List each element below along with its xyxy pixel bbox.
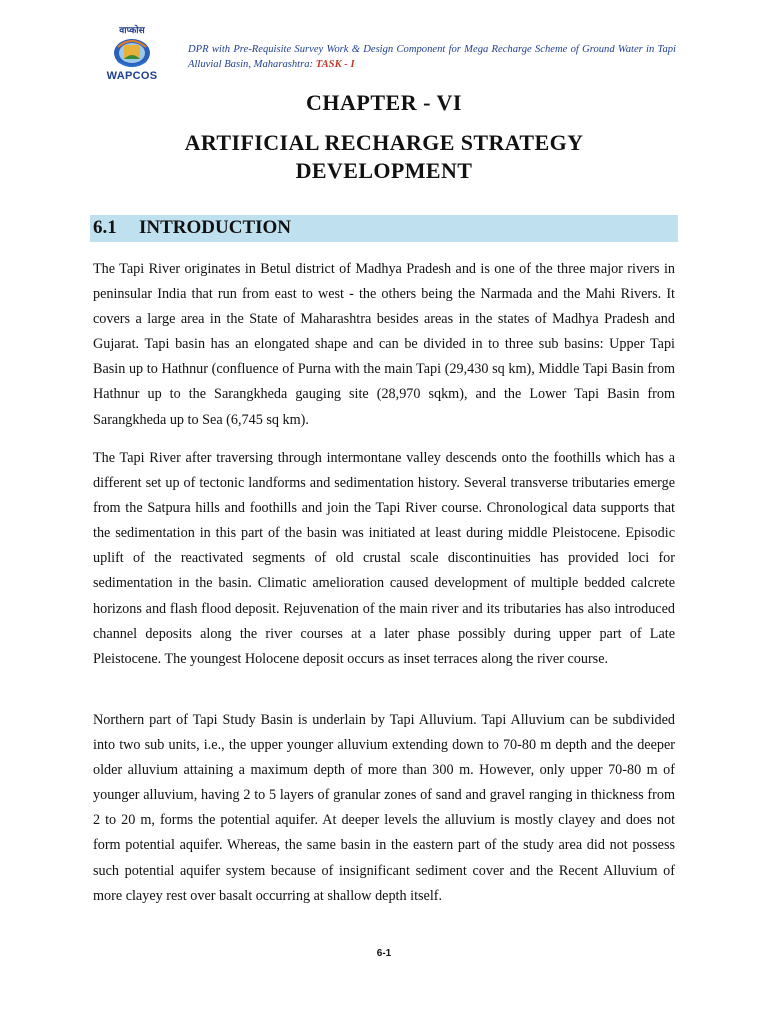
- header-description: DPR with Pre-Requisite Survey Work & Design Component for Mega Recharge Scheme of Ground Water in Tapi Alluvial Basin, Maharashtra:: [188, 44, 676, 70]
- paragraph-2: The Tapi River after traversing through intermontane valley descends onto the foothills which has a different set up of tectonic landforms and sedimentation history. Several transverse tributaries emerge from the Satpura hills and foothills and join the Tapi River course. Chronological data supports that the sedimentation in this part of the basin was initiated at least during middle Pleistocene. Episodic uplift of the reactivated segments of old crustal scale discontinuities has provided loci for sedimentation in the basin. Climatic amelioration caused development of multiple bedded calcrete horizons and flash flood deposit. Rejuvenation of the main river and its tributaries has also introduced channel deposits along the river courses at a later phase possibly during upper part of Late Pleistocene. The youngest Holocene deposit occurs as inset terraces along the river course.: [93, 450, 675, 667]
- section-title: INTRODUCTION: [139, 217, 292, 238]
- logo-hindi-text: वाप्कोस: [119, 26, 145, 36]
- paragraph-1: The Tapi River originates in Betul district of Madhya Pradesh and is one of the three major rivers in peninsular India that run from east to west - the others being the Narmada and the Mahi Rivers. It covers a large area in the State of Maharashtra besides areas in the states of Madhya Pradesh and Gujarat. Tapi basin has an elongated shape and can be divided in to three sub basins: Upper Tapi Basin up to Hathnur (confluence of Purna with the main Tapi (29,430 sq km), Middle Tapi Basin from Hathnur up to the Sarangkheda gauging site (28,970 sqkm), and the Lower Tapi Basin from Sarangkheda up to Sea (6,745 sq km).: [93, 261, 675, 428]
- paragraph-3: Northern part of Tapi Study Basin is underlain by Tapi Alluvium. Tapi Alluvium can be subdivided into two sub units, i.e., the upper younger alluvium extending down to 70-80 m depth and the deeper older alluvium attaining a maximum depth of more than 300 m. However, only upper 70-80 m of younger alluvium, having 2 to 5 layers of granular zones of sand and gravel ranging in thickness from 2 to 20 m, forms the potential aquifer. At deeper levels the alluvium is mostly clayey and does not form potential aquifer. Whereas, the same basin in the eastern part of the study area did not possess such potential aquifer system because of insignificant sediment cover and the Recent Alluvium of more clayey rest over basalt occurring at shallow depth itself.: [93, 712, 675, 904]
- document-header: [188, 42, 676, 72]
- chapter-title: ARTIFICIAL RECHARGE STRATEGY DEVELOPMENT: [184, 130, 584, 183]
- chapter-heading: CHAPTER - VI: [306, 90, 462, 115]
- section-heading: [90, 215, 678, 242]
- section-number: 6.1: [93, 217, 117, 238]
- wapcos-logo: [100, 26, 164, 92]
- header-task: TASK - I: [315, 59, 355, 70]
- page-number: 6-1: [376, 948, 392, 959]
- logo-wordmark: WAPCOS: [106, 70, 158, 82]
- wapcos-emblem-icon: [112, 37, 152, 69]
